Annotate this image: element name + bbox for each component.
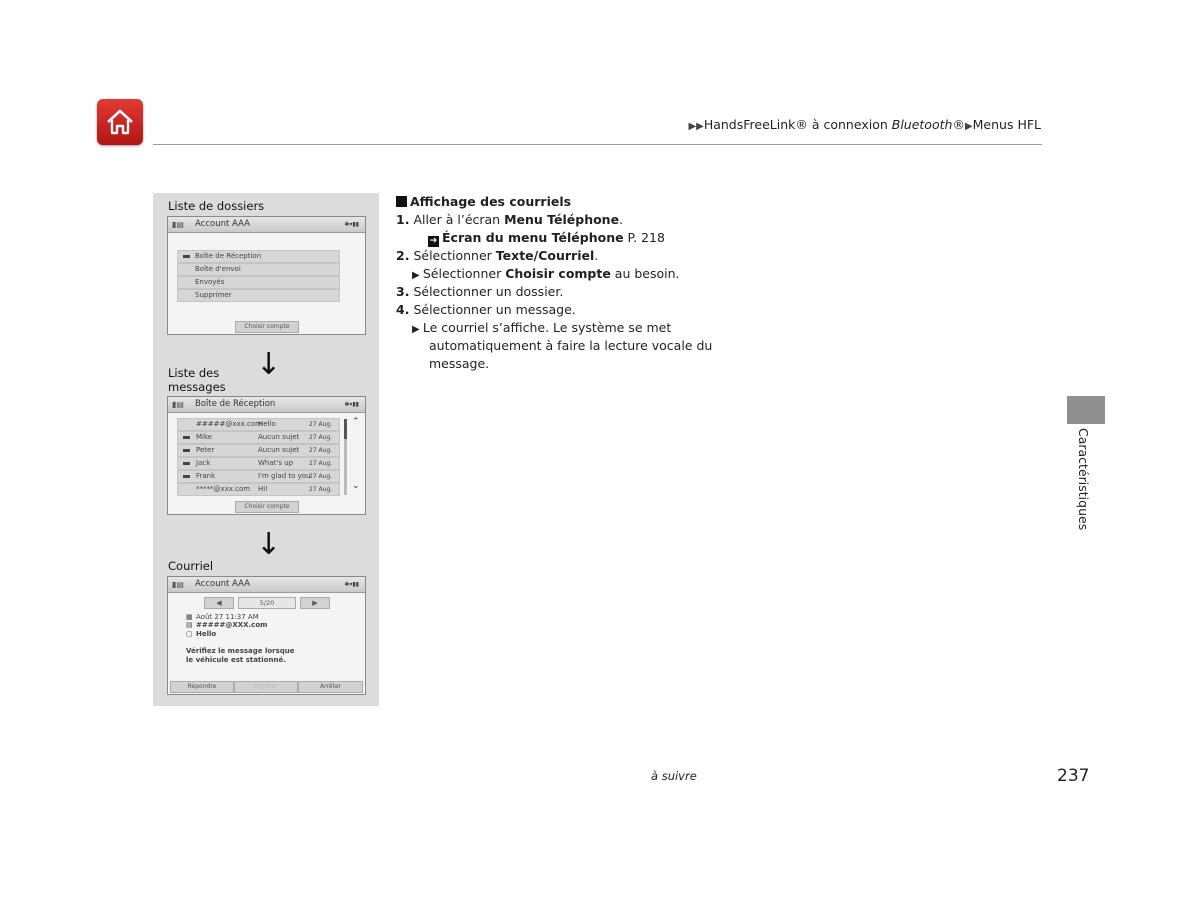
folder-item[interactable]	[177, 263, 340, 276]
reference-arrow-icon: ➔	[429, 236, 438, 246]
message-row[interactable]	[177, 483, 340, 496]
message-date: 27 Aug.	[309, 434, 333, 441]
screen-title-bar	[168, 397, 365, 413]
breadcrumb-registered: ®	[952, 117, 965, 132]
step-number: 2.	[396, 248, 410, 263]
mail-icon	[183, 436, 190, 439]
screen-email	[167, 576, 366, 695]
screens-figure	[153, 193, 379, 706]
step-1-reference[interactable]	[428, 229, 665, 247]
step-2-sub	[412, 265, 680, 285]
section-tab-label: Caractéristiques	[1076, 428, 1091, 531]
sub-arrow-icon: ▶	[412, 270, 423, 281]
step-2	[396, 247, 598, 265]
breadcrumb-arrow-icon: ▶	[964, 121, 973, 132]
mail-icon	[183, 449, 190, 452]
sub-arrow-icon: ▶	[412, 324, 423, 335]
subject-icon: ▢	[186, 630, 193, 638]
message-date: 27 Aug.	[309, 447, 333, 454]
breadcrumb-part2: Menus HFL	[972, 117, 1041, 132]
phone-icon: ▮▤	[172, 220, 184, 229]
message-date: 27 Aug.	[309, 460, 333, 467]
message-subject: Aucun sujet	[258, 446, 300, 454]
message-from: Peter	[196, 446, 215, 454]
step-4-sub-line-3: message.	[429, 356, 490, 371]
message-row[interactable]	[177, 418, 340, 431]
step-number: 4.	[396, 302, 410, 317]
folder-label: Boîte d'envoi	[195, 265, 241, 273]
notice-line-2: le véhicule est stationné.	[186, 656, 286, 664]
message-date: 27 Aug.	[309, 473, 333, 480]
message-from: Frank	[196, 472, 216, 480]
message-subject: Aucun sujet	[258, 433, 300, 441]
email-date: Août 27 11:37 AM	[196, 613, 259, 621]
page-indicator: 5/20	[238, 597, 296, 609]
continued-label: à suivre	[651, 769, 697, 783]
reference-page: P. 218	[623, 230, 665, 245]
screen-message-list	[167, 396, 366, 515]
step-text-end: .	[594, 248, 599, 263]
message-subject: Hello	[258, 420, 276, 428]
message-subject: What's up	[258, 459, 294, 467]
choose-account-button[interactable]: Choisir compte	[235, 321, 299, 333]
message-row[interactable]	[177, 431, 340, 444]
step-4-sub	[412, 319, 671, 339]
reply-button[interactable]: Répondre	[170, 681, 234, 693]
message-subject: Hi!	[258, 485, 269, 493]
scrollbar-thumb[interactable]	[344, 419, 347, 439]
screen-title: Account AAA	[195, 579, 250, 589]
step-bold: Menu Téléphone	[504, 212, 620, 227]
message-row[interactable]	[177, 444, 340, 457]
breadcrumb-bluetooth: Bluetooth	[891, 117, 953, 132]
message-row[interactable]	[177, 457, 340, 470]
message-subject: I'm glad to you	[258, 472, 311, 480]
screen-title: Boîte de Réception	[195, 399, 276, 409]
step-4-sub-line-2: automatiquement à faire la lecture vocale du	[429, 338, 713, 353]
calendar-icon: ▦	[186, 613, 193, 621]
next-button[interactable]: ▶	[300, 597, 330, 609]
scroll-up-icon[interactable]: ⌃	[352, 417, 360, 427]
step-bold: Choisir compte	[505, 266, 611, 281]
phone-icon: ▮▤	[172, 400, 184, 409]
sender-icon: ▤	[186, 621, 193, 629]
folder-label: Envoyés	[195, 278, 225, 286]
step-text: Sélectionner un dossier.	[413, 284, 564, 299]
status-icons: ✱▾▮▮	[344, 401, 359, 408]
step-text: Aller à l’écran	[413, 212, 505, 227]
message-row[interactable]	[177, 470, 340, 483]
home-button[interactable]	[97, 99, 143, 145]
step-text: Le courriel s’affiche. Le système se met	[422, 320, 672, 335]
page-number: 237	[1057, 766, 1090, 786]
step-4	[396, 301, 576, 319]
status-icons: ✱▾▮▮	[344, 581, 359, 588]
label-message-list-2: messages	[168, 380, 226, 394]
section-tab[interactable]	[1067, 396, 1105, 424]
breadcrumb	[688, 117, 1041, 132]
label-message-list-1: Liste des	[168, 366, 220, 380]
folder-label: Boîte de Réception	[195, 252, 262, 260]
scroll-down-icon[interactable]: ⌄	[352, 481, 360, 491]
step-1	[396, 211, 623, 229]
breadcrumb-arrow-icon: ▶▶	[688, 121, 704, 132]
label-folder-list: Liste de dossiers	[168, 199, 265, 213]
step-number: 1.	[396, 212, 410, 227]
step-text: Sélectionner	[413, 248, 496, 263]
message-from: Mike	[196, 433, 213, 441]
screen-title-bar	[168, 577, 365, 593]
section-heading	[396, 193, 571, 211]
reference-title: Écran du menu Téléphone	[442, 230, 624, 245]
mail-icon	[183, 255, 190, 258]
step-bold: Texte/Courriel	[495, 248, 595, 263]
scrollbar[interactable]	[344, 419, 347, 495]
message-from: #####@xxx.com	[196, 420, 262, 428]
folder-item[interactable]	[177, 276, 340, 289]
email-subject: Hello	[196, 630, 217, 638]
step-text: Sélectionner	[422, 266, 506, 281]
message-from: *****@xxx.com	[196, 485, 251, 493]
breadcrumb-part1: HandsFreeLink® à connexion	[703, 117, 892, 132]
step-number: 3.	[396, 284, 410, 299]
screen-title-bar	[168, 217, 365, 233]
folder-item[interactable]	[177, 289, 340, 302]
header-divider	[153, 144, 1042, 145]
call-button[interactable]: Appeler	[234, 681, 298, 693]
previous-button[interactable]: ◀	[204, 597, 234, 609]
mail-icon	[183, 475, 190, 478]
home-icon	[104, 106, 136, 138]
message-date: 27 Aug.	[309, 421, 333, 428]
step-text-end: au besoin.	[610, 266, 680, 281]
stop-button[interactable]: Arrêter	[298, 681, 363, 693]
step-text: Sélectionner un message.	[413, 302, 576, 317]
down-arrow-icon: ↓	[256, 527, 282, 562]
folder-item[interactable]	[177, 250, 340, 263]
heading-text: Affichage des courriels	[410, 194, 572, 209]
phone-icon: ▮▤	[172, 580, 184, 589]
message-date: 27 Aug.	[309, 486, 333, 493]
label-email: Courriel	[168, 559, 214, 573]
mail-icon	[183, 462, 190, 465]
down-arrow-icon: ↓	[256, 347, 282, 382]
email-from: #####@XXX.com	[196, 621, 268, 629]
step-3	[396, 283, 563, 301]
heading-square-icon	[396, 196, 407, 207]
choose-account-button[interactable]: Choisir compte	[235, 501, 299, 513]
notice-line-1: Vérifiez le message lorsque	[186, 647, 295, 655]
screen-folder-list	[167, 216, 366, 335]
screen-title: Account AAA	[195, 219, 250, 229]
step-text-end: .	[619, 212, 624, 227]
folder-label: Supprimer	[195, 291, 232, 299]
message-from: Jack	[196, 459, 211, 467]
status-icons: ✱▾▮▮	[344, 221, 359, 228]
